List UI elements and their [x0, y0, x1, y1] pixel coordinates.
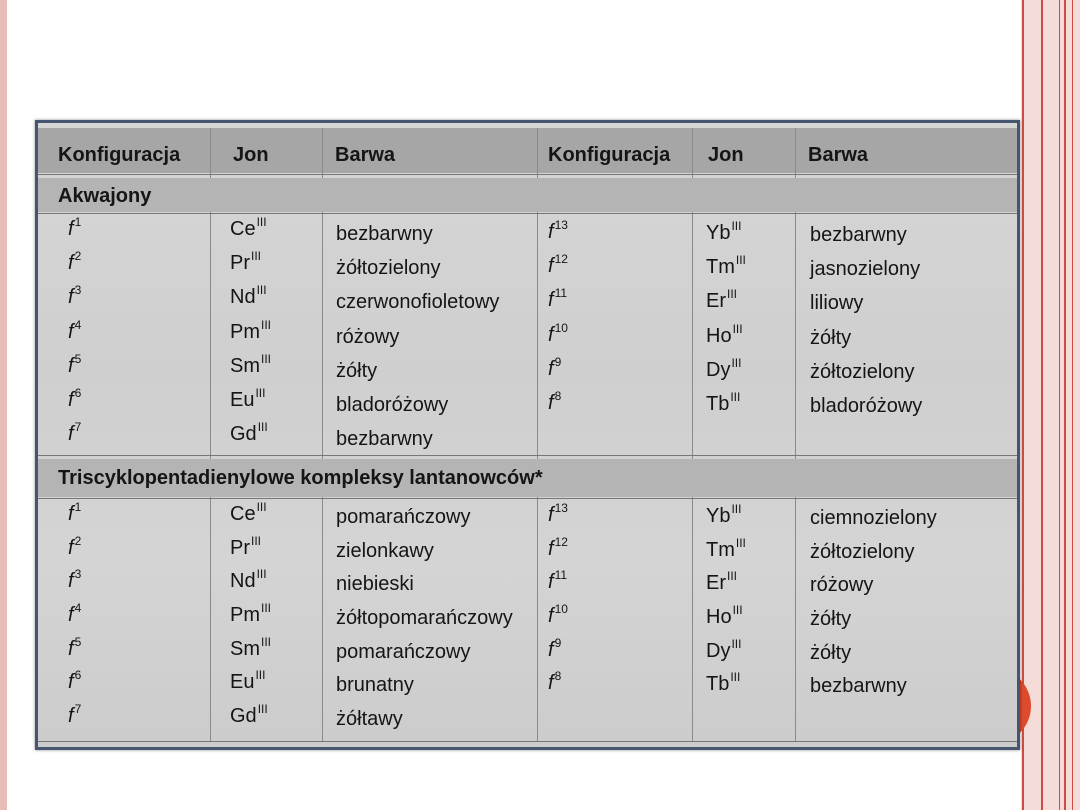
- ion-cell: [230, 497, 267, 531]
- color-cell: pomarańczowy: [336, 506, 471, 528]
- row-divider: [38, 455, 1017, 456]
- table-row: [38, 349, 1017, 383]
- color-cell: żółty: [810, 326, 852, 349]
- table-row: [38, 665, 1017, 699]
- right-border-band: [1021, 0, 1080, 810]
- orbital-symbol: f: [548, 357, 554, 380]
- ion-symbol: Gd: [230, 705, 257, 728]
- ion-symbol: Eu: [230, 671, 255, 694]
- ion-symbol: Dy: [706, 639, 731, 662]
- orbital-symbol: f: [548, 537, 554, 560]
- orbital-symbol: f: [68, 286, 74, 309]
- orbital-symbol: f: [548, 571, 554, 594]
- table-row: [38, 497, 1017, 531]
- oxidation-state: III: [732, 603, 743, 618]
- color-cell: żółtozielony: [810, 540, 915, 563]
- ion-symbol: Sm: [230, 354, 260, 377]
- ion-symbol: Pm: [230, 320, 260, 343]
- table-header-background: [38, 128, 1017, 173]
- configuration-cell: [548, 215, 568, 249]
- electron-count: 11: [554, 286, 568, 301]
- ion-symbol: Er: [706, 290, 726, 313]
- oxidation-state: III: [735, 535, 746, 550]
- color-cell: brunatny: [336, 674, 414, 697]
- ion-cell: [706, 319, 743, 353]
- orbital-symbol: f: [68, 388, 74, 411]
- ion-symbol: Tm: [706, 538, 735, 561]
- column-header-configuration-2: Konfiguracja: [548, 144, 671, 166]
- oxidation-state: III: [255, 668, 266, 683]
- border-line: [1064, 0, 1066, 810]
- ion-cell: [230, 699, 268, 733]
- orbital-symbol: f: [68, 604, 74, 627]
- ion-cell: [706, 216, 741, 250]
- oxidation-state: III: [257, 420, 268, 435]
- color-cell: pomarańczowy: [336, 640, 471, 663]
- electron-count: 7: [74, 702, 82, 717]
- ion-symbol: Ho: [706, 606, 732, 629]
- electron-count: 8: [554, 669, 562, 684]
- ion-symbol: Yb: [706, 505, 731, 527]
- configuration-cell: [548, 283, 567, 317]
- ion-symbol: Nd: [230, 286, 256, 309]
- configuration-cell: [548, 532, 568, 566]
- ion-cell: [230, 598, 271, 632]
- table-row: [38, 383, 1017, 417]
- configuration-cell: [548, 666, 561, 700]
- color-cell: bezbarwny: [336, 428, 433, 451]
- ion-symbol: Sm: [230, 637, 260, 660]
- ion-cell: [706, 667, 740, 701]
- ion-cell: [706, 634, 741, 668]
- ion-symbol: Gd: [230, 423, 257, 446]
- ion-symbol: Pr: [230, 252, 250, 275]
- oxidation-state: III: [731, 502, 742, 516]
- ion-cell: [230, 531, 261, 565]
- oxidation-state: III: [251, 249, 262, 264]
- electron-count: 6: [74, 668, 82, 683]
- table-row: [38, 598, 1017, 632]
- oxidation-state: III: [255, 385, 266, 400]
- orbital-symbol: f: [68, 252, 74, 275]
- oxidation-state: III: [261, 317, 272, 332]
- section-rows: [38, 497, 1017, 733]
- electron-count: 10: [554, 602, 568, 617]
- ion-cell: [230, 246, 261, 280]
- oxidation-state: III: [732, 321, 743, 336]
- table-row: [38, 212, 1017, 246]
- table-row: [38, 417, 1017, 451]
- table-row: [38, 280, 1017, 314]
- orbital-symbol: f: [548, 323, 554, 346]
- electron-count: 1: [74, 215, 82, 229]
- ion-cell: [706, 499, 741, 533]
- electron-count: 5: [74, 634, 82, 649]
- color-cell: żółty: [810, 641, 852, 664]
- color-cell: bladoróżowy: [336, 393, 449, 416]
- ion-cell: [230, 212, 267, 246]
- color-cell: liliowy: [810, 292, 864, 315]
- ion-cell: [706, 353, 741, 387]
- section-title-aquo-ions: Akwajony: [58, 185, 152, 207]
- orbital-symbol: f: [68, 570, 74, 593]
- orbital-symbol: f: [68, 354, 74, 377]
- color-cell: czerwonofioletowy: [336, 291, 500, 314]
- oxidation-state: III: [261, 351, 272, 366]
- color-cell: żółtopomarańczowy: [336, 607, 513, 630]
- column-header-ion: Jon: [233, 144, 269, 166]
- color-cell: żółtozielony: [810, 360, 915, 383]
- color-cell: różowy: [336, 325, 400, 348]
- electron-count: 5: [74, 351, 82, 366]
- ion-symbol: Pr: [230, 536, 250, 559]
- ion-symbol: Dy: [706, 358, 731, 381]
- electron-count: 3: [74, 567, 82, 582]
- electron-count: 9: [554, 635, 562, 650]
- oxidation-state: III: [730, 670, 741, 685]
- table-row: [38, 246, 1017, 280]
- oxidation-state: III: [731, 355, 742, 370]
- left-border-strip: [0, 0, 7, 810]
- border-line: [1059, 0, 1060, 810]
- ion-cell: [706, 533, 746, 567]
- ion-symbol: Yb: [706, 222, 731, 244]
- orbital-symbol: f: [548, 504, 554, 526]
- configuration-cell: [68, 632, 81, 666]
- color-cell: bezbarwny: [810, 675, 907, 698]
- color-cell: bezbarwny: [810, 224, 907, 246]
- electron-count: 6: [74, 385, 82, 400]
- oxidation-state: III: [256, 567, 267, 582]
- configuration-cell: [68, 246, 81, 280]
- orbital-symbol: f: [68, 320, 74, 343]
- column-header-ion-2: Jon: [708, 144, 744, 166]
- orbital-symbol: f: [548, 289, 554, 312]
- configuration-cell: [68, 212, 81, 246]
- lanthanide-color-table: [35, 120, 1020, 750]
- ion-cell: [230, 280, 267, 314]
- section-rows: [38, 212, 1017, 451]
- oxidation-state: III: [256, 283, 267, 298]
- orbital-symbol: f: [548, 391, 554, 414]
- table-row: [38, 531, 1017, 565]
- orbital-symbol: f: [68, 536, 74, 559]
- table-row: [38, 315, 1017, 349]
- electron-count: 7: [74, 420, 82, 435]
- ion-cell: [230, 315, 271, 349]
- oxidation-state: III: [257, 702, 268, 717]
- color-cell: zielonkawy: [336, 539, 434, 562]
- ion-symbol: Nd: [230, 570, 256, 593]
- configuration-cell: [68, 349, 81, 383]
- table-row: [38, 564, 1017, 598]
- electron-count: 9: [554, 354, 562, 369]
- ion-cell: [230, 383, 265, 417]
- oxidation-state: III: [261, 601, 272, 616]
- orbital-symbol: f: [548, 255, 554, 278]
- row-divider: [38, 174, 1017, 175]
- oxidation-state: III: [256, 500, 267, 514]
- electron-count: 11: [554, 568, 568, 583]
- electron-count: 12: [554, 534, 568, 549]
- electron-count: 3: [74, 283, 82, 298]
- orbital-symbol: f: [548, 605, 554, 628]
- table-row: [38, 632, 1017, 666]
- electron-count: 10: [554, 320, 568, 335]
- color-cell: żółty: [336, 359, 378, 382]
- orbital-symbol: f: [548, 672, 554, 695]
- configuration-cell: [68, 497, 81, 531]
- configuration-cell: [548, 249, 568, 283]
- ion-cell: [706, 600, 743, 634]
- ion-symbol: Tb: [706, 392, 730, 415]
- color-cell: bladoróżowy: [810, 394, 923, 417]
- ion-cell: [230, 417, 268, 451]
- ion-cell: [230, 349, 271, 383]
- oxidation-state: III: [731, 636, 742, 651]
- oxidation-state: III: [731, 219, 742, 233]
- ion-symbol: Tm: [706, 256, 735, 279]
- ion-cell: [706, 566, 737, 600]
- color-cell: żółty: [810, 608, 852, 631]
- configuration-cell: [548, 633, 561, 667]
- orbital-symbol: f: [68, 423, 74, 446]
- ion-cell: [706, 250, 746, 284]
- configuration-cell: [68, 598, 81, 632]
- orbital-symbol: f: [68, 503, 74, 525]
- color-cell: żółtozielony: [336, 257, 441, 280]
- electron-count: 1: [74, 500, 82, 514]
- orbital-symbol: f: [68, 218, 74, 240]
- row-divider: [38, 741, 1017, 742]
- ion-symbol: Pm: [230, 604, 260, 627]
- oxidation-state: III: [727, 569, 738, 584]
- column-header-configuration: Konfiguracja: [58, 144, 181, 166]
- orbital-symbol: f: [548, 221, 554, 243]
- ion-cell: [230, 632, 271, 666]
- oxidation-state: III: [727, 287, 738, 302]
- ion-cell: [706, 387, 740, 421]
- border-line: [1072, 0, 1073, 810]
- color-cell: ciemnozielony: [810, 507, 937, 529]
- configuration-cell: [68, 665, 81, 699]
- ion-symbol: Ce: [230, 503, 256, 525]
- electron-count: 8: [554, 388, 562, 403]
- ion-symbol: Ho: [706, 324, 732, 347]
- electron-count: 12: [554, 252, 568, 267]
- configuration-cell: [68, 417, 81, 451]
- column-header-color-2: Barwa: [808, 144, 869, 166]
- table-row: [38, 699, 1017, 733]
- orbital-symbol: f: [68, 705, 74, 728]
- ion-cell: [230, 665, 265, 699]
- electron-count: 13: [554, 218, 568, 232]
- oxidation-state: III: [730, 389, 741, 404]
- configuration-cell: [548, 498, 568, 532]
- ion-symbol: Eu: [230, 388, 255, 411]
- configuration-cell: [548, 318, 568, 352]
- configuration-cell: [68, 383, 81, 417]
- color-cell: jasnozielony: [810, 258, 921, 281]
- orbital-symbol: f: [68, 671, 74, 694]
- color-cell: bezbarwny: [336, 223, 433, 245]
- border-line: [1041, 0, 1043, 810]
- ion-cell: [230, 564, 267, 598]
- section-row-background: [38, 178, 1017, 212]
- oxidation-state: III: [261, 634, 272, 649]
- color-cell: niebieski: [336, 573, 414, 596]
- ion-symbol: Ce: [230, 218, 256, 240]
- electron-count: 2: [74, 533, 82, 548]
- ion-cell: [706, 284, 737, 318]
- oxidation-state: III: [251, 533, 262, 548]
- oxidation-state: III: [735, 253, 746, 268]
- electron-count: 4: [74, 317, 82, 332]
- electron-count: 4: [74, 601, 82, 616]
- configuration-cell: [548, 599, 568, 633]
- color-cell: żółtawy: [336, 708, 403, 731]
- orbital-symbol: f: [548, 638, 554, 661]
- electron-count: 13: [554, 501, 568, 515]
- configuration-cell: [68, 280, 81, 314]
- ion-symbol: Er: [706, 572, 726, 595]
- color-cell: różowy: [810, 574, 874, 597]
- configuration-cell: [548, 386, 561, 420]
- orbital-symbol: f: [68, 637, 74, 660]
- configuration-cell: [68, 531, 81, 565]
- configuration-cell: [548, 565, 567, 599]
- section-title-cyclopentadienyl-complexes: Triscyklopentadienylowe kompleksy lantanowców*: [58, 467, 543, 489]
- configuration-cell: [68, 699, 81, 733]
- oxidation-state: III: [256, 215, 267, 229]
- electron-count: 2: [74, 249, 82, 264]
- configuration-cell: [548, 352, 561, 386]
- configuration-cell: [68, 315, 81, 349]
- configuration-cell: [68, 564, 81, 598]
- column-header-color: Barwa: [335, 144, 396, 166]
- ion-symbol: Tb: [706, 673, 730, 696]
